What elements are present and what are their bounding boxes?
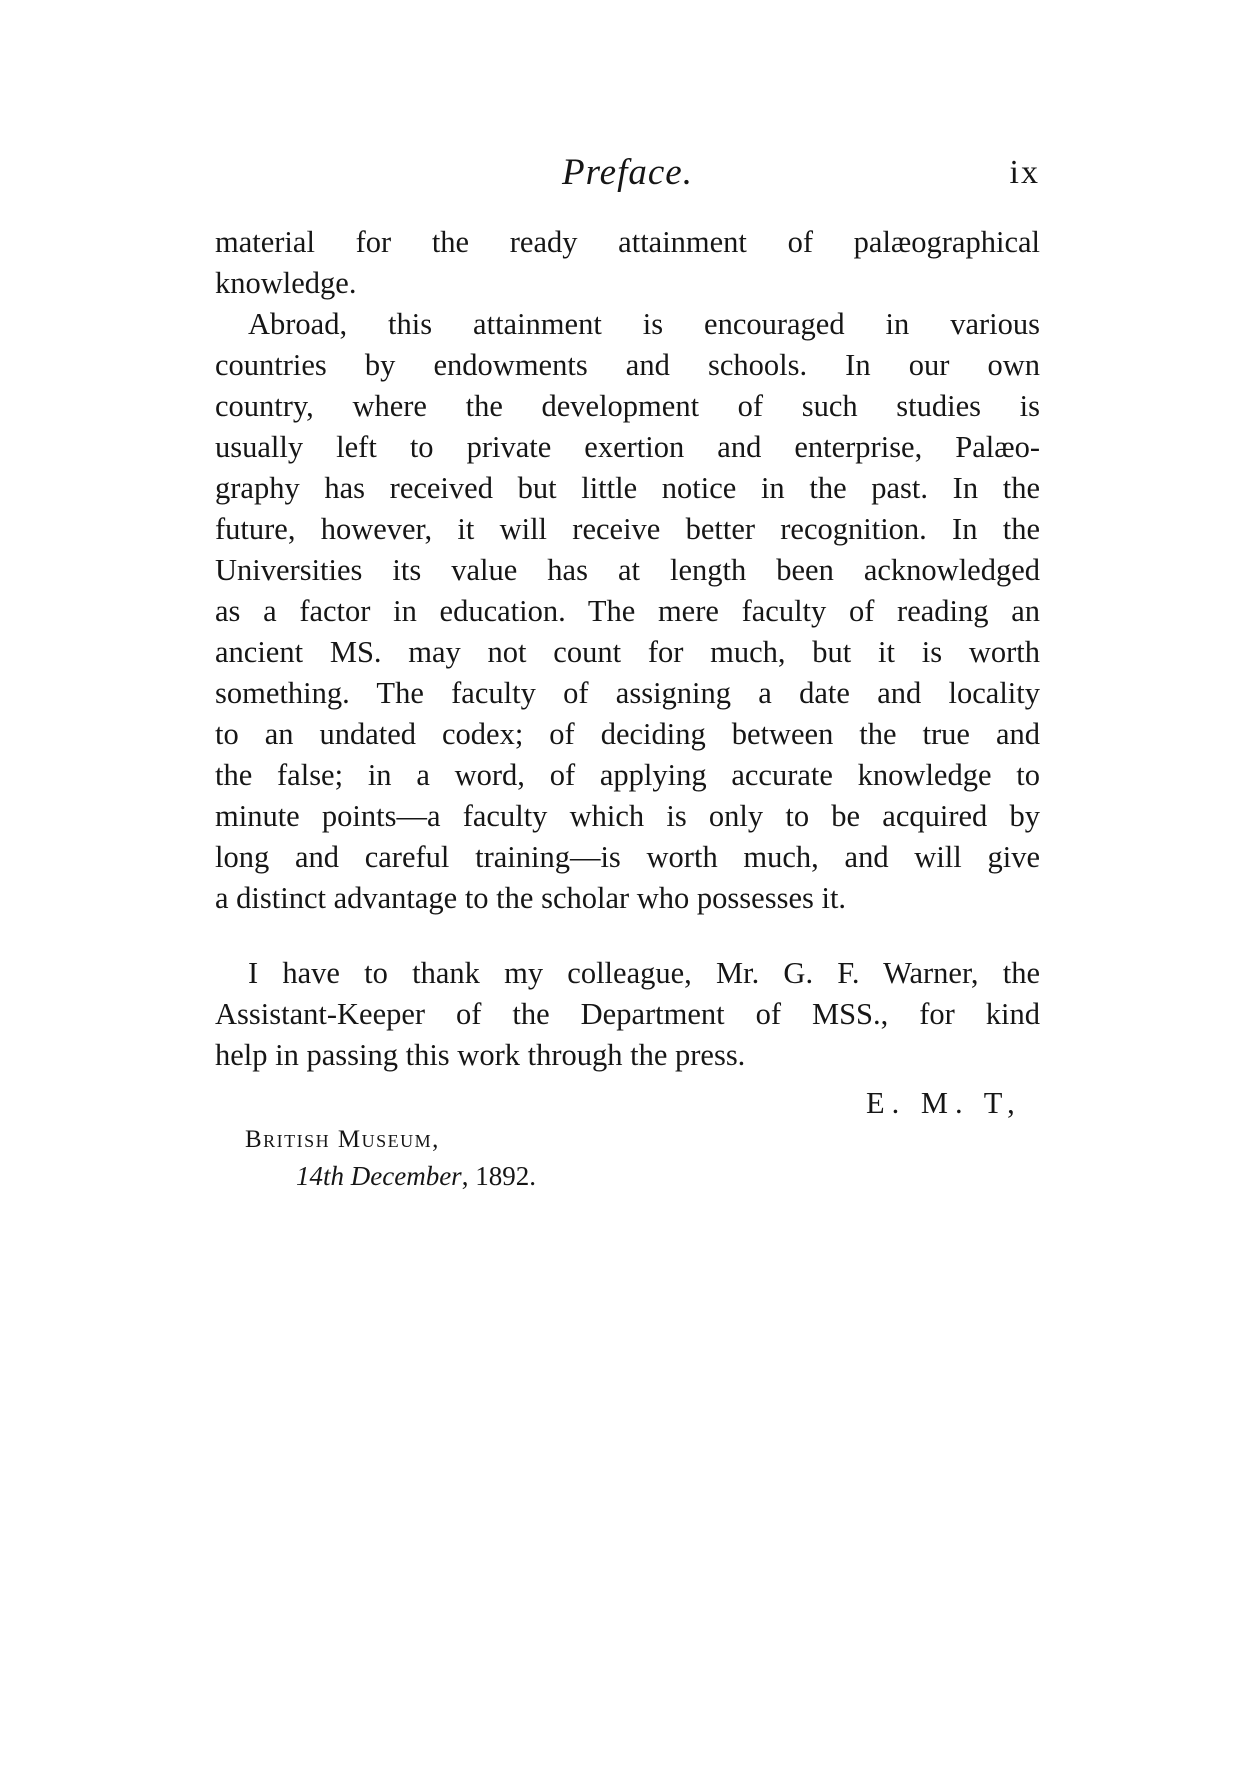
- text-line: country, where the development of such studies is: [215, 389, 1040, 423]
- text-line: material for the ready attainment of palæographical: [215, 225, 1040, 259]
- text-line: as a factor in education. The mere faculty of reading an: [215, 594, 1040, 628]
- signoff-date-day: 14th December: [296, 1161, 462, 1191]
- page-header: [215, 150, 1040, 196]
- signoff-date: [296, 1157, 536, 1195]
- text-line: countries by endowments and schools. In our own: [215, 348, 1040, 382]
- text-line: long and careful training—is worth much, and will give: [215, 840, 1040, 874]
- running-title: Preface.: [562, 152, 693, 193]
- text-line: something. The faculty of assigning a date and locality: [215, 676, 1040, 710]
- text-line: a distinct advantage to the scholar who possesses it.: [215, 881, 847, 915]
- text-line: help in passing this work through the press.: [215, 1038, 746, 1072]
- text-line: Abroad, this attainment is encouraged in various: [248, 307, 1040, 341]
- page-number: ix: [1009, 154, 1040, 191]
- author-initials: E. M. T,: [866, 1086, 1022, 1120]
- paragraph-gap: [215, 919, 1040, 953]
- signoff-place: British Museum,: [245, 1126, 440, 1153]
- text-line: I have to thank my colleague, Mr. G. F. Warner, the: [248, 956, 1040, 990]
- text-line: knowledge.: [215, 266, 357, 300]
- text-line: the false; in a word, of applying accurate knowledge to: [215, 758, 1040, 792]
- text-line: minute points—a faculty which is only to be acquired by: [215, 799, 1040, 833]
- text-line: to an undated codex; of deciding between the true and: [215, 717, 1040, 751]
- text-line: Assistant-Keeper of the Department of MSS., for kind: [215, 997, 1040, 1031]
- text-line: graphy has received but little notice in the past. In the: [215, 471, 1040, 505]
- text-line: Universities its value has at length been acknowledged: [215, 553, 1040, 587]
- signoff-date-year: , 1892.: [461, 1161, 536, 1191]
- text-line: future, however, it will receive better recognition. In the: [215, 512, 1040, 546]
- body-text: [215, 222, 1040, 1076]
- text-line: usually left to private exertion and enterprise, Palæo-: [215, 430, 1040, 464]
- text-line: ancient MS. may not count for much, but it is worth: [215, 635, 1040, 669]
